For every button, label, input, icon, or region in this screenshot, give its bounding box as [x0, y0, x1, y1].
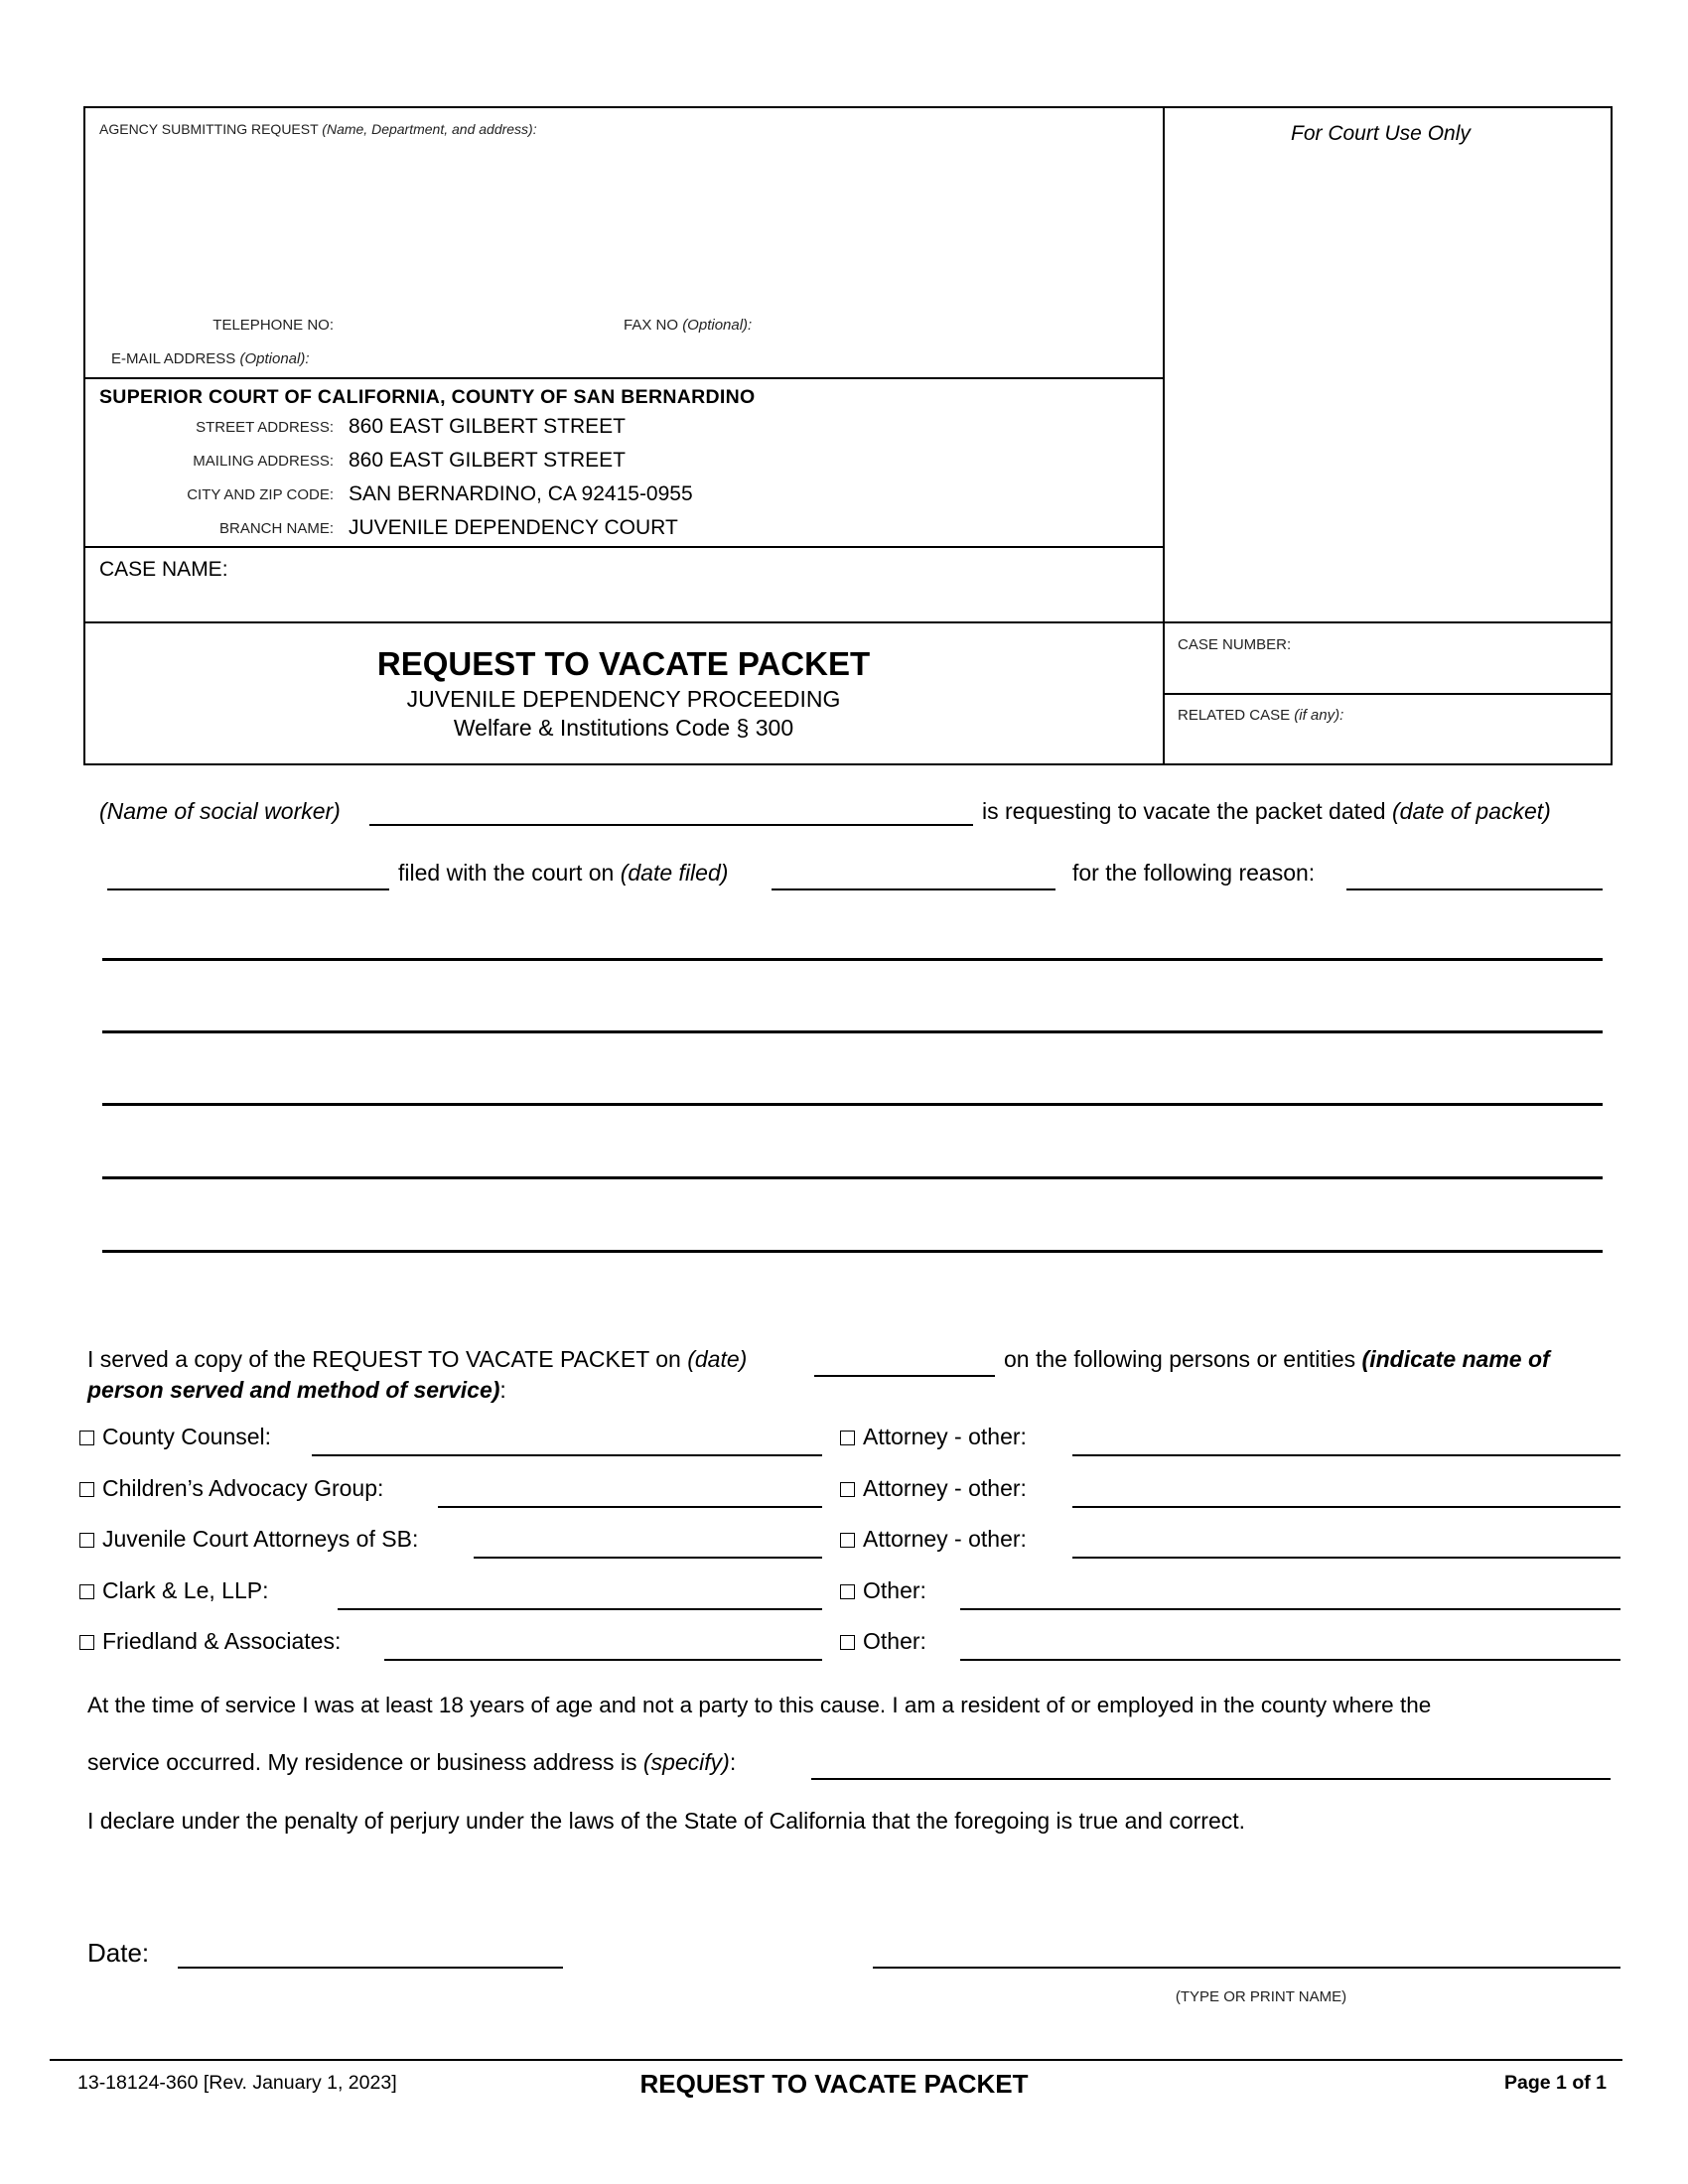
reason-line-5[interactable] [102, 1176, 1603, 1179]
case-name-input[interactable] [248, 552, 1142, 612]
service-item-childrens-advocacy[interactable]: Children’s Advocacy Group: [79, 1475, 383, 1502]
clark-le-input[interactable] [338, 1608, 822, 1610]
social-worker-hint: (Name of social worker) [99, 798, 341, 824]
checkbox[interactable] [840, 1533, 855, 1548]
attorney-other-3-input[interactable] [1072, 1557, 1620, 1559]
signature-date-input[interactable] [178, 1967, 563, 1969]
service-item-attorney-other-2[interactable]: Attorney - other: [840, 1475, 1027, 1502]
reason-input-1[interactable] [1346, 888, 1603, 890]
friedland-input[interactable] [384, 1659, 822, 1661]
service-statement-2: service occurred. My residence or business address is (specify): [87, 1749, 737, 1775]
checkbox[interactable] [840, 1482, 855, 1497]
form-subtitle-2: Welfare & Institutions Code § 300 [453, 715, 794, 741]
related-case-label: RELATED CASE (if any): [1178, 707, 1344, 724]
declaration-text: I declare under the penalty of perjury under the laws of the State of California that the foregoing is true and correct. [87, 1808, 1246, 1834]
court-name: SUPERIOR COURT OF CALIFORNIA, COUNTY OF SAN BERNARDINO [99, 386, 756, 408]
social-worker-input[interactable] [369, 824, 973, 826]
caption-rule-case-name [83, 546, 1164, 548]
attorney-other-1-input[interactable] [1072, 1454, 1620, 1456]
footer-page: Page 1 of 1 [1504, 2072, 1607, 2094]
residence-address-input[interactable] [811, 1778, 1611, 1780]
reason-text: for the following reason: [1072, 860, 1316, 886]
service-intro-c: person served and method of service): [87, 1377, 506, 1403]
service-date-input[interactable] [814, 1375, 995, 1377]
checkbox[interactable] [79, 1635, 94, 1650]
form-subtitle-1: JUVENILE DEPENDENCY PROCEEDING [406, 686, 841, 712]
service-statement-1: At the time of service I was at least 18 years of age and not a party to this cause. I am a resident of or employed in the county where the [87, 1693, 1432, 1717]
footer-title: REQUEST TO VACATE PACKET [639, 2069, 1029, 2099]
print-name-input[interactable] [873, 1967, 1620, 1969]
fax-label: FAX NO (Optional): [624, 317, 753, 334]
print-name-label: (TYPE OR PRINT NAME) [1175, 1988, 1347, 2005]
checkbox[interactable] [840, 1584, 855, 1599]
service-item-attorney-other-3[interactable]: Attorney - other: [840, 1526, 1027, 1553]
service-item-other-1[interactable]: Other: [840, 1577, 926, 1604]
checkbox[interactable] [79, 1482, 94, 1497]
branch-label: BRANCH NAME: [218, 520, 334, 537]
mailing-label: MAILING ADDRESS: [193, 453, 334, 470]
case-number-input[interactable] [1178, 655, 1600, 689]
filed-text: filed with the court on (date filed) [398, 860, 729, 886]
city-value: SAN BERNARDINO, CA 92415-0955 [349, 482, 693, 505]
reason-line-4[interactable] [102, 1103, 1603, 1106]
reason-line-6[interactable] [102, 1250, 1603, 1253]
service-item-attorney-other-1[interactable]: Attorney - other: [840, 1424, 1027, 1450]
service-intro: I served a copy of the REQUEST TO VACATE PACKET on (date) [87, 1346, 748, 1372]
email-label: E-MAIL ADDRESS (Optional): [111, 350, 310, 367]
other-1-input[interactable] [960, 1608, 1620, 1610]
street-value: 860 EAST GILBERT STREET [349, 415, 626, 438]
service-item-other-2[interactable]: Other: [840, 1628, 926, 1655]
footer-form-number: 13-18124-360 [Rev. January 1, 2023] [77, 2072, 397, 2094]
footer-rule [50, 2059, 1622, 2061]
service-intro-b: on the following persons or entities (indicate name of [1004, 1346, 1550, 1372]
date-filed-input[interactable] [772, 888, 1055, 890]
childrens-advocacy-input[interactable] [438, 1506, 822, 1508]
city-label: CITY AND ZIP CODE: [187, 486, 334, 503]
checkbox[interactable] [840, 1635, 855, 1650]
checkbox[interactable] [79, 1431, 94, 1445]
service-item-clark-le[interactable]: Clark & Le, LLP: [79, 1577, 268, 1604]
form-title: REQUEST TO VACATE PACKET [376, 645, 871, 682]
county-counsel-input[interactable] [312, 1454, 822, 1456]
caption-rule-court [83, 377, 1164, 379]
service-item-friedland[interactable]: Friedland & Associates: [79, 1628, 341, 1655]
other-2-input[interactable] [960, 1659, 1620, 1661]
court-use-label: For Court Use Only [1291, 122, 1471, 145]
attorney-other-2-input[interactable] [1072, 1506, 1620, 1508]
case-number-label: CASE NUMBER: [1178, 636, 1292, 653]
reason-line-2[interactable] [102, 958, 1603, 961]
requesting-text: is requesting to vacate the packet dated (date of packet) [982, 798, 1551, 824]
street-label: STREET ADDRESS: [196, 419, 334, 436]
service-item-juvenile-court-attorneys[interactable]: Juvenile Court Attorneys of SB: [79, 1526, 418, 1553]
caption-rule-title [83, 621, 1613, 623]
date-of-packet-input[interactable] [107, 888, 389, 890]
date-label: Date: [87, 1938, 150, 1968]
caption-rule-case-number [1163, 693, 1613, 695]
mailing-value: 860 EAST GILBERT STREET [349, 449, 626, 472]
checkbox[interactable] [79, 1533, 94, 1548]
juvenile-court-attorneys-input[interactable] [474, 1557, 822, 1559]
service-item-county-counsel[interactable]: County Counsel: [79, 1424, 271, 1450]
case-name-label: CASE NAME: [99, 558, 228, 581]
checkbox[interactable] [840, 1431, 855, 1445]
branch-value: JUVENILE DEPENDENCY COURT [349, 516, 678, 539]
agency-input[interactable] [99, 144, 1152, 303]
reason-line-3[interactable] [102, 1030, 1603, 1033]
agency-label: AGENCY SUBMITTING REQUEST (Name, Department, and address): [99, 121, 537, 137]
checkbox[interactable] [79, 1584, 94, 1599]
telephone-label: TELEPHONE NO: [212, 317, 334, 334]
